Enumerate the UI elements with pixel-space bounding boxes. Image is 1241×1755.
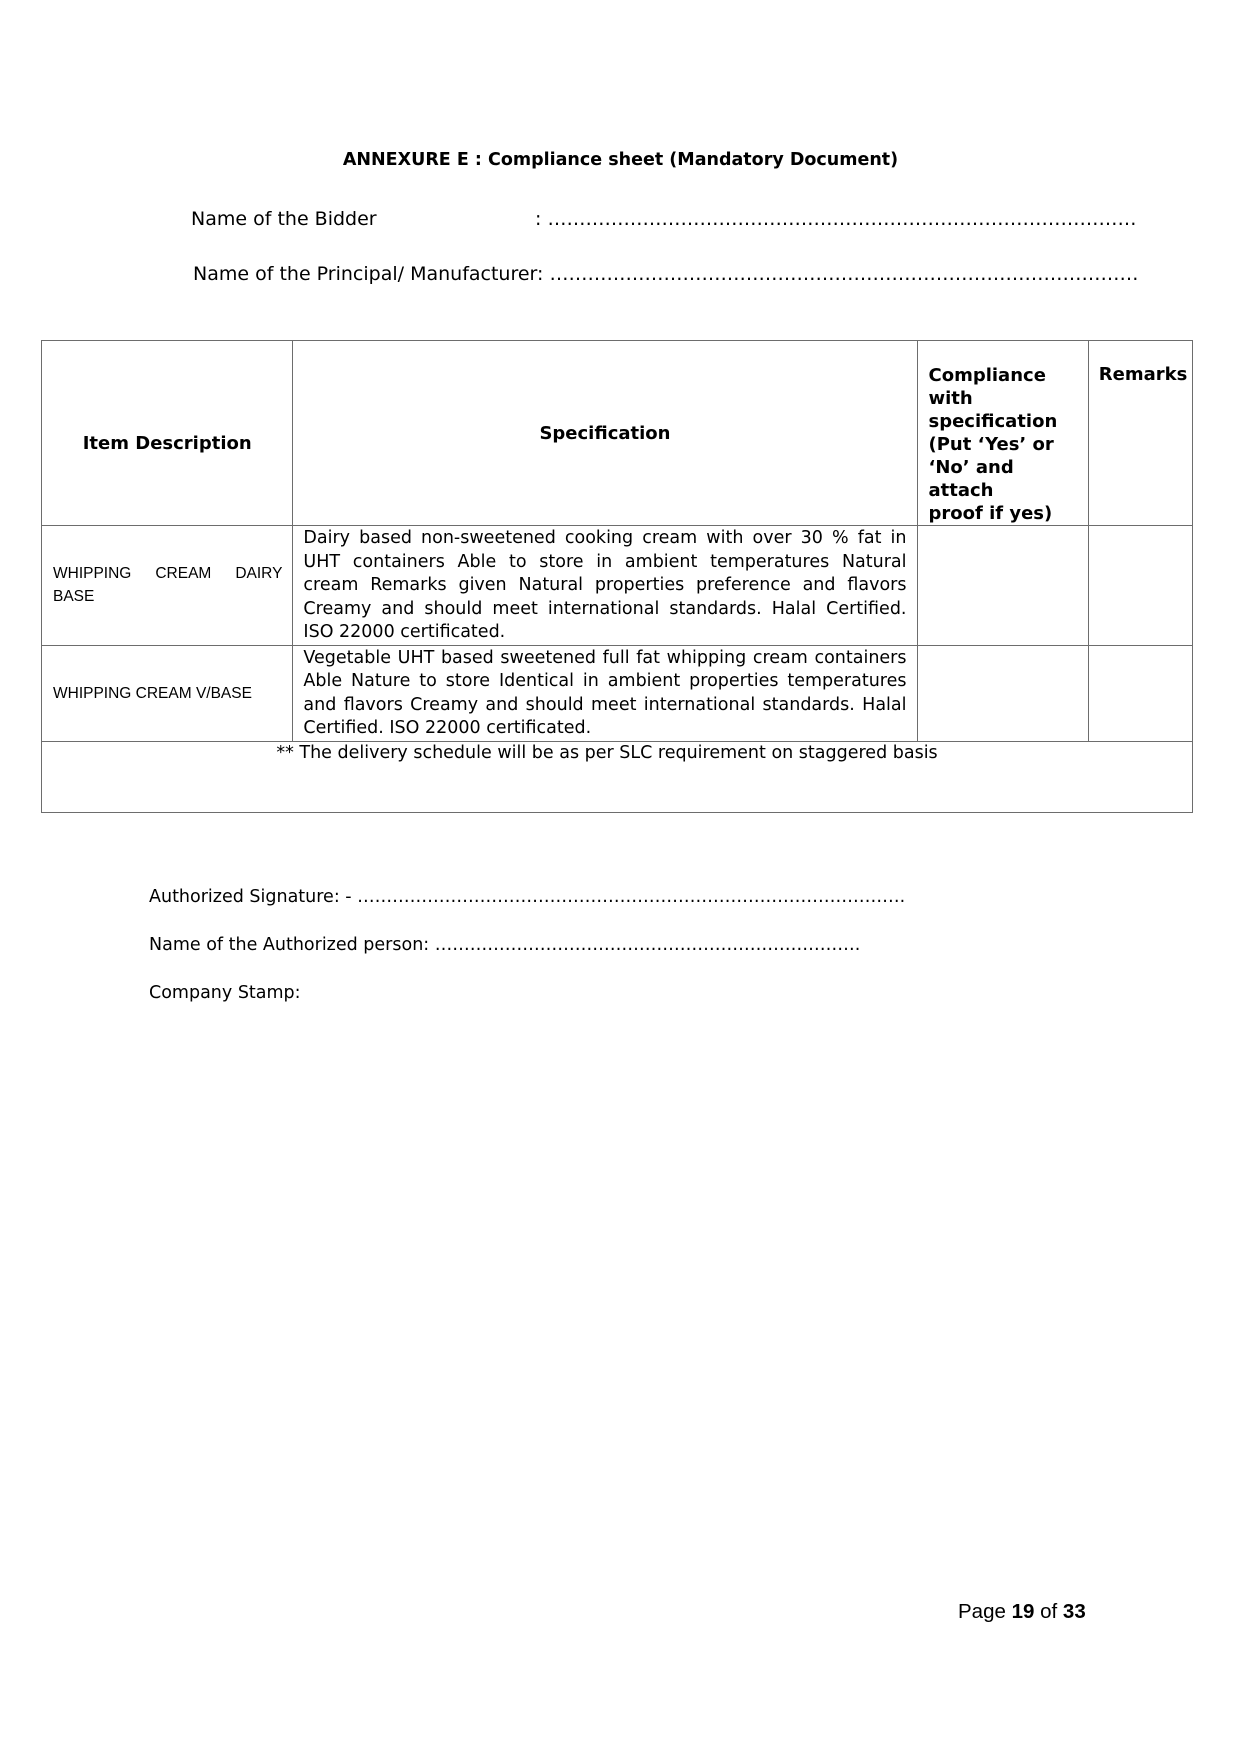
document-title: ANNEXURE E : Compliance sheet (Mandatory Document) xyxy=(342,150,899,170)
principal-manufacturer-field: ………………………………………………………………………………… xyxy=(549,263,1139,285)
table-header-row xyxy=(42,341,1193,526)
company-stamp-label: Company Stamp: xyxy=(149,983,301,1003)
specification-cell: Dairy based non-sweetened cooking cream with over 30 % fat in UHT containers Able to store in ambient temperatures Natural cream Remarks given Natural properties preference and flavors Creamy and should meet international standards. Halal Certified. ISO 22000 certificated. xyxy=(293,526,917,646)
bidder-name-label: Name of the Bidder xyxy=(191,208,377,230)
header-compliance-line: Compliance xyxy=(928,365,1046,386)
header-specification: Specification xyxy=(293,341,917,526)
header-item-description: Item Description xyxy=(42,341,293,526)
principal-manufacturer-label: Name of the Principal/ Manufacturer: xyxy=(193,263,544,285)
header-compliance xyxy=(917,341,1088,526)
header-compliance-line: specification xyxy=(928,411,1058,432)
page-number: 19 xyxy=(1011,1600,1035,1623)
page-word: Page xyxy=(958,1600,1006,1623)
delivery-note: ** The delivery schedule will be as per SLC requirement on staggered basis xyxy=(42,741,1193,812)
compliance-cell[interactable] xyxy=(917,526,1088,646)
item-description-text: WHIPPING CREAM DAIRY BASE xyxy=(53,565,283,606)
authorized-signature-line: Authorized Signature: - …………………………………………………………………………………. xyxy=(149,887,906,907)
header-remarks: Remarks xyxy=(1088,341,1192,526)
item-description-cell xyxy=(42,526,293,646)
delivery-note-row xyxy=(42,741,1193,812)
compliance-cell[interactable] xyxy=(917,645,1088,741)
of-word: of xyxy=(1040,1600,1058,1623)
table-row xyxy=(42,526,1193,646)
specification-cell: Vegetable UHT based sweetened full fat whipping cream containers Able Nature to store Identical in ambient properties temperatures and flavors Creamy and should meet international standards. Halal Certified. ISO 22000 certificated. xyxy=(293,645,917,741)
total-pages: 33 xyxy=(1062,1600,1086,1623)
remarks-cell[interactable] xyxy=(1088,645,1192,741)
header-compliance-line: ‘No’ and attach xyxy=(928,457,1014,501)
remarks-cell[interactable] xyxy=(1088,526,1192,646)
header-compliance-line: proof if yes) xyxy=(928,503,1053,524)
table-row xyxy=(42,645,1193,741)
header-compliance-line: with xyxy=(928,388,973,409)
bidder-name-field: : ………………………………………………………………………………… xyxy=(535,208,1137,230)
page-footer xyxy=(958,1600,1086,1624)
principal-manufacturer-line xyxy=(193,263,1138,285)
authorized-person-line: Name of the Authorized person: ………………………………………………………………. xyxy=(149,935,861,955)
item-description-cell: WHIPPING CREAM V/BASE xyxy=(42,645,293,741)
header-compliance-line: (Put ‘Yes’ or xyxy=(928,434,1054,455)
compliance-table xyxy=(41,340,1193,813)
